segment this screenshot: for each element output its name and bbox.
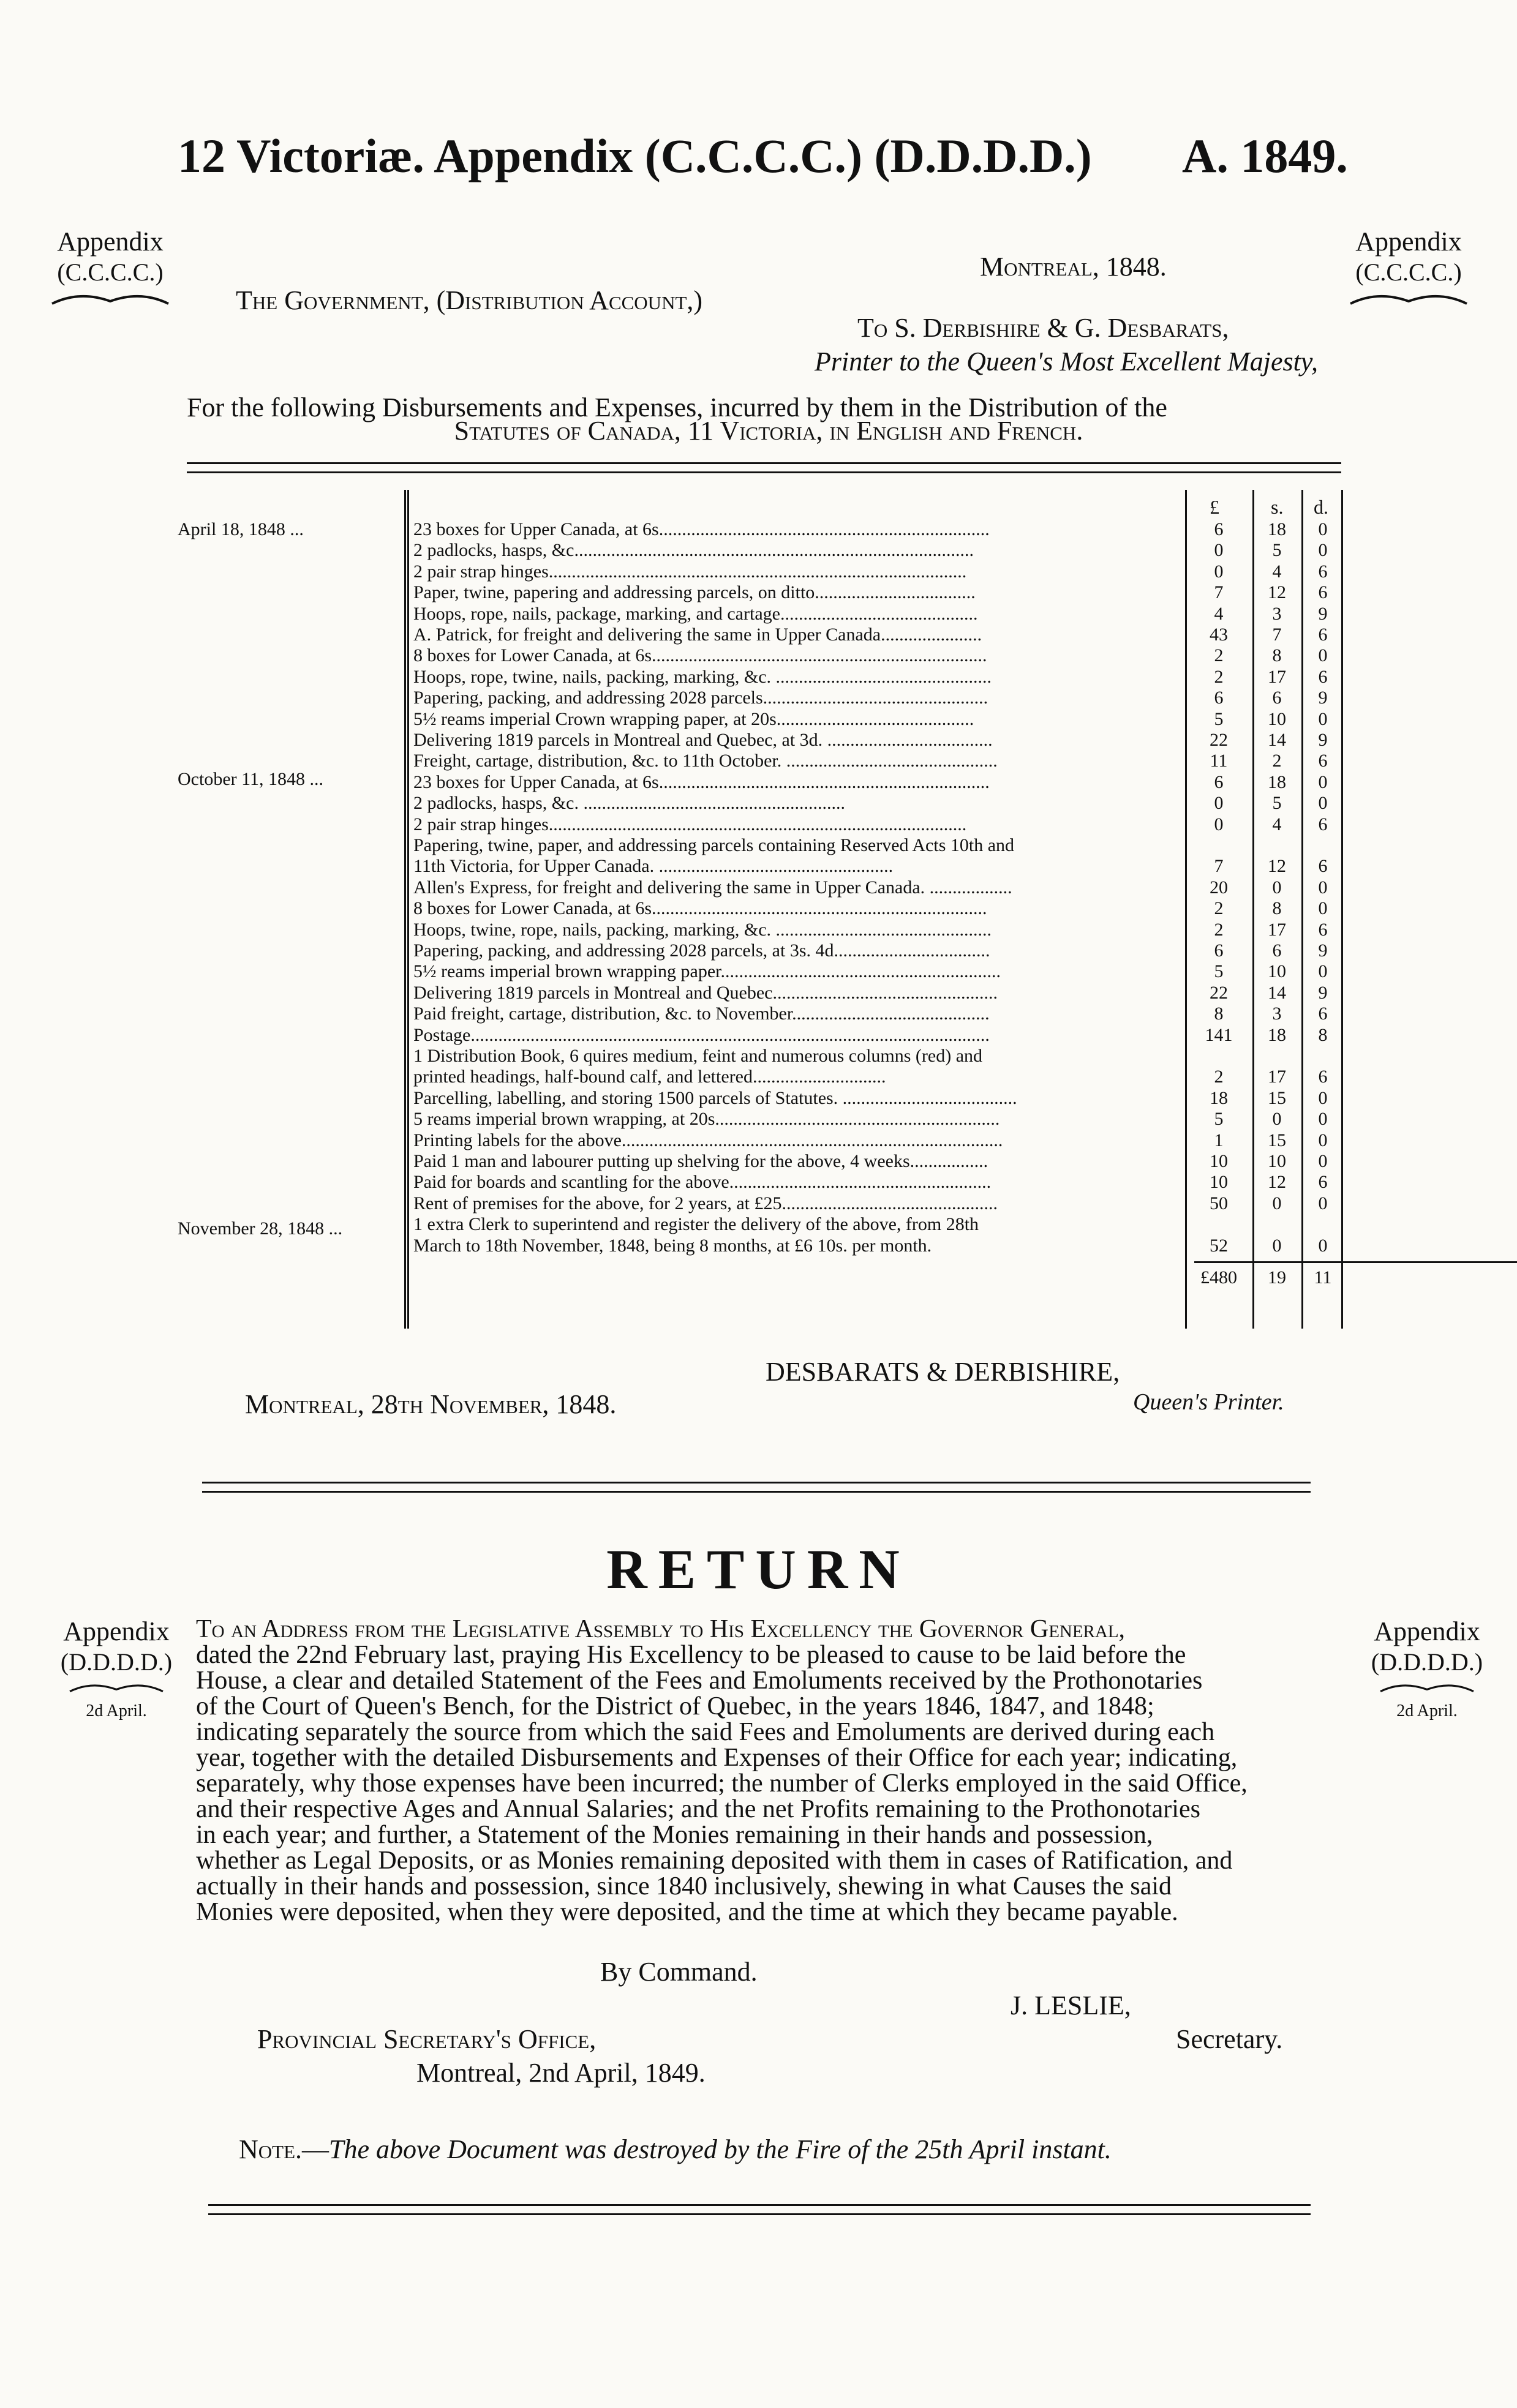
ledger-amount-l: 43 xyxy=(1210,625,1228,645)
ledger-amount-d: 9 xyxy=(1318,688,1328,708)
ledger-amount-d: 0 xyxy=(1318,645,1328,666)
ledger-item-text: Delivering 1819 parcels in Montreal and Quebec, at 3d. .................................... xyxy=(413,730,993,750)
ledger-amount-s: 4 xyxy=(1272,814,1282,835)
ledger-item-text: 8 boxes for Lower Canada, at 6s......................................................................... xyxy=(413,645,987,666)
ledger-amount-s: 2 xyxy=(1272,751,1282,771)
return-line: actually in their hands and possession, since 1840 inclusively, shewing in what Causes the said xyxy=(196,1872,1172,1900)
total-pounds: £480 xyxy=(1200,1267,1237,1288)
ledger-amount-d: 0 xyxy=(1318,793,1328,814)
ledger-amount-l: 6 xyxy=(1214,519,1224,539)
return-line: dated the 22nd February last, praying His Excellency to be pleased to cause to be laid before the xyxy=(196,1641,1186,1669)
ledger-amount-s: 8 xyxy=(1272,898,1282,919)
ledger-amount-l: 0 xyxy=(1214,814,1224,835)
ledger-amount-s: 5 xyxy=(1272,540,1282,561)
ledger-amount-l: 52 xyxy=(1210,1235,1228,1256)
ledger-amount-d: 6 xyxy=(1318,625,1328,645)
ledger-item-text: Allen's Express, for freight and delivering the same in Upper Canada. .................. xyxy=(413,877,1012,898)
ledger-amount-s: 14 xyxy=(1268,982,1286,1003)
ledger-amount-l: 5 xyxy=(1214,708,1224,729)
ledger-amount-s: 0 xyxy=(1272,877,1282,898)
account-signed-date: Montreal, 28th November, 1848. xyxy=(245,1389,617,1419)
intro-line-1: For the following Disbursements and Expenses, incurred by them in the Distribution of the xyxy=(187,392,1167,422)
entry-date: October 11, 1848 ... xyxy=(178,769,324,789)
ledger-item-text: Parcelling, labelling, and storing 1500 parcels of Statutes. ...................................... xyxy=(413,1087,1017,1108)
ledger-amount-l: 2 xyxy=(1214,645,1224,666)
return-signer: J. LESLIE, xyxy=(1011,1990,1131,2020)
ledger-amount-l: 7 xyxy=(1214,856,1224,877)
ledger-amount-s: 12 xyxy=(1268,1172,1286,1193)
ledger-amount-s: 18 xyxy=(1268,1024,1286,1045)
ledger-amount-s: 14 xyxy=(1268,730,1286,750)
swash-ornament-icon xyxy=(1378,1680,1476,1696)
swash-ornament-icon xyxy=(49,290,171,309)
ledger-item-text: Postage................................................................................................................. xyxy=(413,1024,990,1045)
ledger-amount-d: 6 xyxy=(1318,1172,1328,1193)
ledger-amount-s: 10 xyxy=(1268,1151,1286,1171)
ledger-item-text: 1 extra Clerk to superintend and register the delivery of the above, from 28th xyxy=(413,1214,979,1235)
ledger-amount-l: 141 xyxy=(1205,1024,1233,1045)
margin-label: Appendix xyxy=(1355,227,1462,257)
ledger-amount-s: 0 xyxy=(1272,1235,1282,1256)
ledger-amount-d: 0 xyxy=(1318,708,1328,729)
ledger-amount-d: 0 xyxy=(1318,961,1328,982)
ledger-top-rule xyxy=(187,462,1341,473)
ledger-amount-d: 8 xyxy=(1318,1024,1328,1045)
ledger-amount-d: 9 xyxy=(1318,730,1328,750)
margin-label: Appendix xyxy=(1374,1616,1480,1646)
ledger-item-text: printed headings, half-bound calf, and lettered............................. xyxy=(413,1067,886,1087)
ledger-item-text: Printing labels for the above................................................................................... xyxy=(413,1130,1003,1150)
ledger-amount-l: 10 xyxy=(1210,1172,1228,1193)
margin-ref: (C.C.C.C.) xyxy=(57,258,164,286)
ledger-item-text: 23 boxes for Upper Canada, at 6s........................................................................ xyxy=(413,519,990,539)
ledger-amount-d: 0 xyxy=(1318,1235,1328,1256)
ledger-amount-l: 2 xyxy=(1214,898,1224,919)
ledger-divider xyxy=(407,490,409,1329)
ledger-amount-s: 10 xyxy=(1268,708,1286,729)
secretary-office-date: Montreal, 2nd April, 1849. xyxy=(416,2058,706,2088)
ledger-item-text: Hoops, rope, twine, nails, packing, marking, &c. ............................................... xyxy=(413,666,992,687)
ledger-item-text: Paid for boards and scantling for the above......................................................... xyxy=(413,1172,992,1193)
account-printer: Printer to the Queen's Most Excellent Majesty, xyxy=(815,347,1318,377)
ledger-amount-d: 0 xyxy=(1318,771,1328,792)
ledger-amount-d: 0 xyxy=(1318,540,1328,561)
ledger-amount-l: 2 xyxy=(1214,666,1224,687)
ledger-amount-s: 3 xyxy=(1272,1003,1282,1024)
ledger-amount-d: 6 xyxy=(1318,561,1328,582)
ledger-item-text: Rent of premises for the above, for 2 years, at £25............................................... xyxy=(413,1193,998,1213)
margin-label: Appendix xyxy=(63,1616,170,1646)
ledger-amount-s: 17 xyxy=(1268,919,1286,940)
ledger-item-text: Papering, packing, and addressing 2028 parcels, at 3s. 4d.................................. xyxy=(413,940,990,961)
return-address-text xyxy=(196,1616,1360,1925)
ledger-item-text: 2 padlocks, hasps, &c. ......................................................... xyxy=(413,793,845,814)
ledger-amount-d: 6 xyxy=(1318,856,1328,877)
distribution-ledger xyxy=(178,490,1341,1329)
note-text: The above Document was destroyed by the Fire of the 25th April instant. xyxy=(329,2134,1112,2164)
account-to: To S. Derbishire & G. Desbarats, xyxy=(857,313,1229,343)
account-signer-title: Queen's Printer. xyxy=(1133,1389,1284,1415)
ledger-amount-s: 6 xyxy=(1272,940,1282,961)
ledger-item-text: Paid 1 man and labourer putting up shelving for the above, 4 weeks................. xyxy=(413,1151,988,1171)
ledger-amount-d: 9 xyxy=(1318,603,1328,624)
ledger-amount-d: 6 xyxy=(1318,814,1328,835)
section-divider xyxy=(202,1482,1311,1493)
entry-date: April 18, 1848 ... xyxy=(178,519,304,539)
total-rule xyxy=(1194,1261,1517,1263)
ledger-amount-s: 18 xyxy=(1268,771,1286,792)
ledger-item-text: 5½ reams imperial brown wrapping paper............................................................. xyxy=(413,961,1001,982)
margin-date: 2d April. xyxy=(1396,1701,1458,1720)
ledger-amount-l: 0 xyxy=(1214,793,1224,814)
return-signer-title: Secretary. xyxy=(1176,2024,1283,2054)
ledger-amount-s: 8 xyxy=(1272,645,1282,666)
ledger-amount-d: 6 xyxy=(1318,582,1328,603)
total-pence: 11 xyxy=(1314,1267,1332,1288)
note-label: Note.— xyxy=(239,2134,329,2164)
ledger-amount-d: 0 xyxy=(1318,898,1328,919)
ledger-item-text: Hoops, twine, rope, nails, packing, marking, &c. ............................................... xyxy=(413,919,992,940)
ledger-amount-d: 6 xyxy=(1318,751,1328,771)
ledger-amount-d: 0 xyxy=(1318,1193,1328,1213)
ledger-item-text: Freight, cartage, distribution, &c. to 11th October. .............................................. xyxy=(413,751,998,771)
ledger-item-text: 2 padlocks, hasps, &c....................................................................................... xyxy=(413,540,974,561)
header-pounds: £ xyxy=(1210,496,1219,518)
ledger-divider xyxy=(404,490,406,1329)
ledger-amount-l: 0 xyxy=(1214,561,1224,582)
ledger-amount-s: 15 xyxy=(1268,1130,1286,1150)
return-line: whether as Legal Deposits, or as Monies remaining deposited with them in cases of Ratification, and xyxy=(196,1847,1233,1875)
swash-ornament-icon xyxy=(67,1680,165,1696)
ledger-amount-s: 0 xyxy=(1272,1193,1282,1213)
margin-ref: (C.C.C.C.) xyxy=(1355,258,1462,286)
ledger-amount-l: 2 xyxy=(1214,919,1224,940)
return-line: in each year; and further, a Statement of the Monies remaining in their hands and possession, xyxy=(196,1821,1153,1849)
ledger-amount-l: 5 xyxy=(1214,1109,1224,1130)
ledger-amount-l: 5 xyxy=(1214,961,1224,982)
return-line: year, together with the detailed Disbursements and Expenses of their Office for each year; indicating, xyxy=(196,1744,1238,1772)
ledger-amount-l: 4 xyxy=(1214,603,1224,624)
ledger-item-text: 2 pair strap hinges........................................................................................... xyxy=(413,814,967,835)
ledger-amount-l: 0 xyxy=(1214,540,1224,561)
return-line: indicating separately the source from which the said Fees and Emoluments are derived during each xyxy=(196,1718,1215,1746)
margin-note-left-top xyxy=(40,227,181,309)
ledger-amount-s: 0 xyxy=(1272,1109,1282,1130)
ledger-amount-d: 0 xyxy=(1318,1087,1328,1108)
ledger-amount-l: 8 xyxy=(1214,1003,1224,1024)
ledger-item-text: 1 Distribution Book, 6 quires medium, feint and numerous columns (red) and xyxy=(413,1046,983,1066)
secretary-office: Provincial Secretary's Office, xyxy=(257,2024,597,2054)
ledger-amount-d: 0 xyxy=(1318,1151,1328,1171)
by-command: By Command. xyxy=(600,1957,758,1987)
total-shillings: 19 xyxy=(1268,1267,1286,1288)
ledger-amount-d: 6 xyxy=(1318,666,1328,687)
destruction-note xyxy=(239,2134,1112,2165)
ledger-item-text: Paid freight, cartage, distribution, &c. to November........................................... xyxy=(413,1003,990,1024)
ledger-amount-d: 6 xyxy=(1318,1003,1328,1024)
ledger-amount-s: 12 xyxy=(1268,582,1286,603)
ledger-amount-s: 17 xyxy=(1268,666,1286,687)
ledger-item-text: 5½ reams imperial Crown wrapping paper, at 20s........................................... xyxy=(413,708,974,729)
account-debtor: The Government, (Distribution Account,) xyxy=(236,285,703,315)
ledger-amount-d: 6 xyxy=(1318,1067,1328,1087)
ledger-amount-l: 10 xyxy=(1210,1151,1228,1171)
account-place-date: Montreal, 1848. xyxy=(980,252,1167,282)
ledger-item-text: 5 reams imperial brown wrapping, at 20s.............................................................. xyxy=(413,1109,1000,1130)
page-header-year: A. 1849. xyxy=(1182,129,1348,182)
ledger-item-text: A. Patrick, for freight and delivering the same in Upper Canada...................... xyxy=(413,625,982,645)
intro-line-2: Statutes of Canada, 11 Victoria, in English and French. xyxy=(454,416,1083,446)
ledger-amount-l: 22 xyxy=(1210,982,1228,1003)
ledger-amount-s: 4 xyxy=(1272,561,1282,582)
return-line: separately, why those expenses have been incurred; the number of Clerks employed in the said Office, xyxy=(196,1769,1248,1798)
ledger-amount-s: 7 xyxy=(1272,625,1282,645)
ledger-amount-d: 0 xyxy=(1318,877,1328,898)
ledger-item-text: 11th Victoria, for Upper Canada. ................................................... xyxy=(413,856,894,877)
ledger-amount-d: 0 xyxy=(1318,1130,1328,1150)
ledger-amount-s: 3 xyxy=(1272,603,1282,624)
return-title: RETURN xyxy=(606,1538,911,1600)
margin-note-left-bottom xyxy=(46,1616,187,1727)
return-line: of the Court of Queen's Bench, for the District of Quebec, in the years 1846, 1847, and 1848; xyxy=(196,1692,1154,1720)
margin-note-right-top xyxy=(1338,227,1479,309)
return-line: House, a clear and detailed Statement of the Fees and Emoluments received by the Prothonotaries xyxy=(196,1667,1203,1695)
return-line: Monies were deposited, when they were deposited, and the time at which they became payable. xyxy=(196,1898,1178,1926)
ledger-amount-s: 12 xyxy=(1268,856,1286,877)
ledger-amount-d: 9 xyxy=(1318,940,1328,961)
account-signer: DESBARATS & DERBISHIRE, xyxy=(766,1357,1120,1387)
ledger-item-text: 23 boxes for Upper Canada, at 6s........................................................................ xyxy=(413,771,990,792)
ledger-amount-l: 20 xyxy=(1210,877,1228,898)
header-shillings: s. xyxy=(1271,496,1284,518)
ledger-amount-s: 6 xyxy=(1272,688,1282,708)
ledger-item-text: 2 pair strap hinges........................................................................................... xyxy=(413,561,967,582)
ledger-amount-d: 6 xyxy=(1318,919,1328,940)
page-header-title: 12 Victoriæ. Appendix (C.C.C.C.) (D.D.D.D.) xyxy=(178,129,1092,182)
ledger-amount-l: 2 xyxy=(1214,1067,1224,1087)
account-intro-2 xyxy=(187,415,1350,446)
ledger-item-text: Papering, twine, paper, and addressing parcels containing Reserved Acts 10th and xyxy=(413,835,1015,855)
ledger-amount-s: 18 xyxy=(1268,519,1286,539)
ledger-amount-d: 0 xyxy=(1318,519,1328,539)
ledger-amount-l: 11 xyxy=(1210,751,1228,771)
ledger-amount-l: 22 xyxy=(1210,730,1228,750)
return-line: To an Address from the Legislative Assembly to His Excellency the Governor General, xyxy=(196,1615,1126,1643)
ledger-amount-d: 0 xyxy=(1318,1109,1328,1130)
ledger-item-text: March to 18th November, 1848, being 8 months, at £6 10s. per month. xyxy=(413,1235,932,1256)
ledger-amount-l: 50 xyxy=(1210,1193,1228,1213)
header-pence: d. xyxy=(1314,496,1328,518)
ledger-amount-l: 6 xyxy=(1214,771,1224,792)
bottom-rule xyxy=(208,2204,1311,2215)
ledger-amount-s: 17 xyxy=(1268,1067,1286,1087)
ledger-amount-l: 6 xyxy=(1214,940,1224,961)
swash-ornament-icon xyxy=(1347,290,1470,309)
return-line: and their respective Ages and Annual Salaries; and the net Profits remaining to the Prothonotaries xyxy=(196,1795,1200,1823)
ledger-amount-s: 15 xyxy=(1268,1087,1286,1108)
margin-date: 2d April. xyxy=(86,1701,147,1720)
ledger-amount-l: 18 xyxy=(1210,1087,1228,1108)
ledger-amount-l: 6 xyxy=(1214,688,1224,708)
ledger-amount-l: 1 xyxy=(1214,1130,1224,1150)
ledger-amount-d: 9 xyxy=(1318,982,1328,1003)
ledger-amount-s: 10 xyxy=(1268,961,1286,982)
ledger-amount-s: 5 xyxy=(1272,793,1282,814)
margin-label: Appendix xyxy=(57,227,164,257)
margin-ref: (D.D.D.D.) xyxy=(60,1648,173,1676)
ledger-item-text: Papering, packing, and addressing 2028 parcels................................................. xyxy=(413,688,988,708)
margin-ref: (D.D.D.D.) xyxy=(1371,1648,1483,1676)
entry-date: November 28, 1848 ... xyxy=(178,1218,343,1239)
ledger-amount-l: 7 xyxy=(1214,582,1224,603)
ledger-item-text: 8 boxes for Lower Canada, at 6s......................................................................... xyxy=(413,898,987,919)
ledger-item-text: Delivering 1819 parcels in Montreal and Quebec................................................. xyxy=(413,982,998,1003)
ledger-item-text: Hoops, rope, nails, package, marking, and cartage........................................... xyxy=(413,603,978,624)
ledger-item-text: Paper, twine, papering and addressing parcels, on ditto................................... xyxy=(413,582,976,603)
margin-note-right-bottom xyxy=(1357,1616,1497,1727)
